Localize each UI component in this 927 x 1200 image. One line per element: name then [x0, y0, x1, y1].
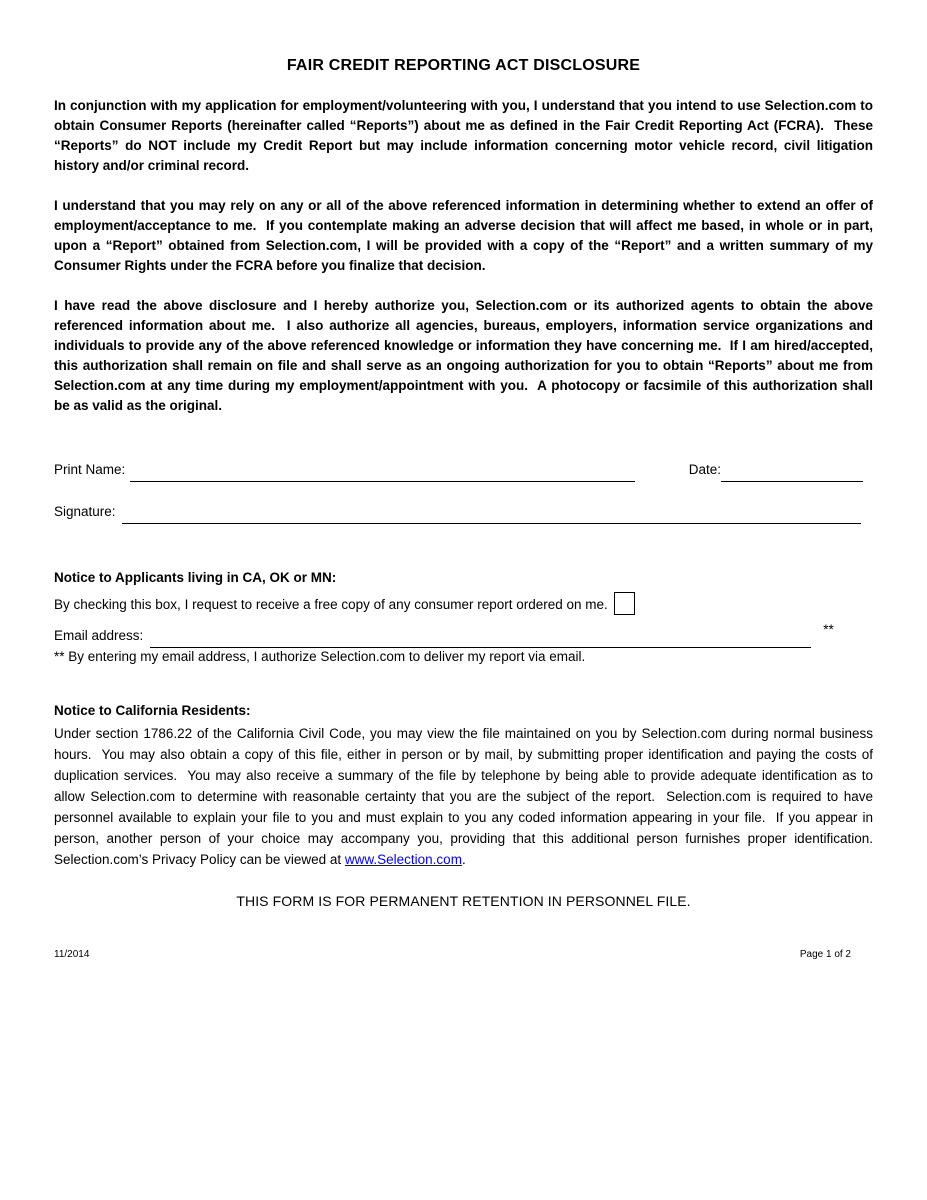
disclosure-paragraph-1: In conjunction with my application for employment/volunteering with you, I understand that you intend to use Selection.com to obtain Consumer Reports (hereinafter called “Reports”) about me as defined in the Fair Credit Reporting Act (FCRA). These “Reports” do NOT include my Credit Report but may include information concerning motor vehicle record, civil litigation history and/or criminal record.: [54, 98, 877, 173]
email-label: Email address:: [54, 628, 144, 643]
disclosure-paragraph-2: I understand that you may rely on any or all of the above referenced information in determining whether to extend an offer of employment/acceptance to me. If you contemplate making an adverse decision that will affect me based, in whole or in part, upon a “Report” obtained from Selection.com, I will be provided with a copy of the “Report” and a written summary of my Consumer Rights under the FCRA before you finalize that decision.: [54, 198, 877, 273]
consent-line: [54, 592, 873, 615]
retention-statement: THIS FORM IS FOR PERMANENT RETENTION IN PERSONNEL FILE.: [236, 893, 691, 909]
page-title: FAIR CREDIT REPORTING ACT DISCLOSURE: [286, 57, 641, 74]
applicants-notice-heading: Notice to Applicants living in CA, OK or MN:: [54, 570, 337, 585]
consent-text: By checking this box, I request to receive a free copy of any consumer report ordered on me.: [54, 597, 608, 612]
print-name-label: Print Name:: [54, 462, 126, 477]
email-row: [54, 622, 873, 645]
email-line[interactable]: [150, 647, 811, 648]
california-notice-body: [54, 723, 881, 870]
date-line[interactable]: [721, 481, 863, 482]
california-notice-heading: Notice to California Residents:: [54, 703, 251, 718]
footer-revision: 11/2014: [54, 949, 90, 960]
footer-page-number: Page 1 of 2: [799, 949, 851, 960]
signature-label: Signature:: [54, 504, 116, 519]
signature-line[interactable]: [122, 523, 861, 524]
email-footnote: ** By entering my email address, I authorize Selection.com to deliver my report via email.: [54, 649, 586, 664]
california-body-text: Under section 1786.22 of the California Civil Code, you may view the file maintained on you by Selection.com during normal business hours. You may also obtain a copy of this file, either in person or by mail, by submitting proper identification and paying the costs of duplication services. You may also receive a summary of the file by telephone by being able to provide adequate identification as to allow Selection.com to determine with reasonable certainty that you are the subject of the report. Selection.com is required to have personnel available to explain your file to you and must explain to you any coded information appearing in your file. If you appear in person, another person of your choice may accompany you, providing that this additional person furnishes proper identification. Selection.com’s Privacy Policy can be viewed at: [54, 726, 881, 867]
print-name-date-row: [54, 461, 873, 479]
page-footer: [54, 949, 873, 961]
date-label: Date:: [688, 462, 721, 477]
california-body-period: .: [461, 852, 466, 867]
print-name-line[interactable]: [130, 481, 635, 482]
email-note-marker: **: [823, 622, 834, 637]
disclosure-paragraph-3: I have read the above disclosure and I hereby authorize you, Selection.com or its authorized agents to obtain the above referenced information about me. I also authorize all agencies, bureaus, employers, information service organizations and individuals to provide any of the above referenced knowledge or information they have concerning me. If I am hired/accepted, this authorization shall remain on file and shall serve as an ongoing authorization for you to obtain “Reports” about me from Selection.com at any time during my employment/appointment with you. A photocopy or facsimile of this authorization shall be as valid as the original.: [54, 298, 877, 413]
signature-row: [54, 503, 873, 521]
consent-checkbox[interactable]: [614, 592, 635, 615]
privacy-policy-link[interactable]: www.Selection.com: [344, 852, 462, 867]
